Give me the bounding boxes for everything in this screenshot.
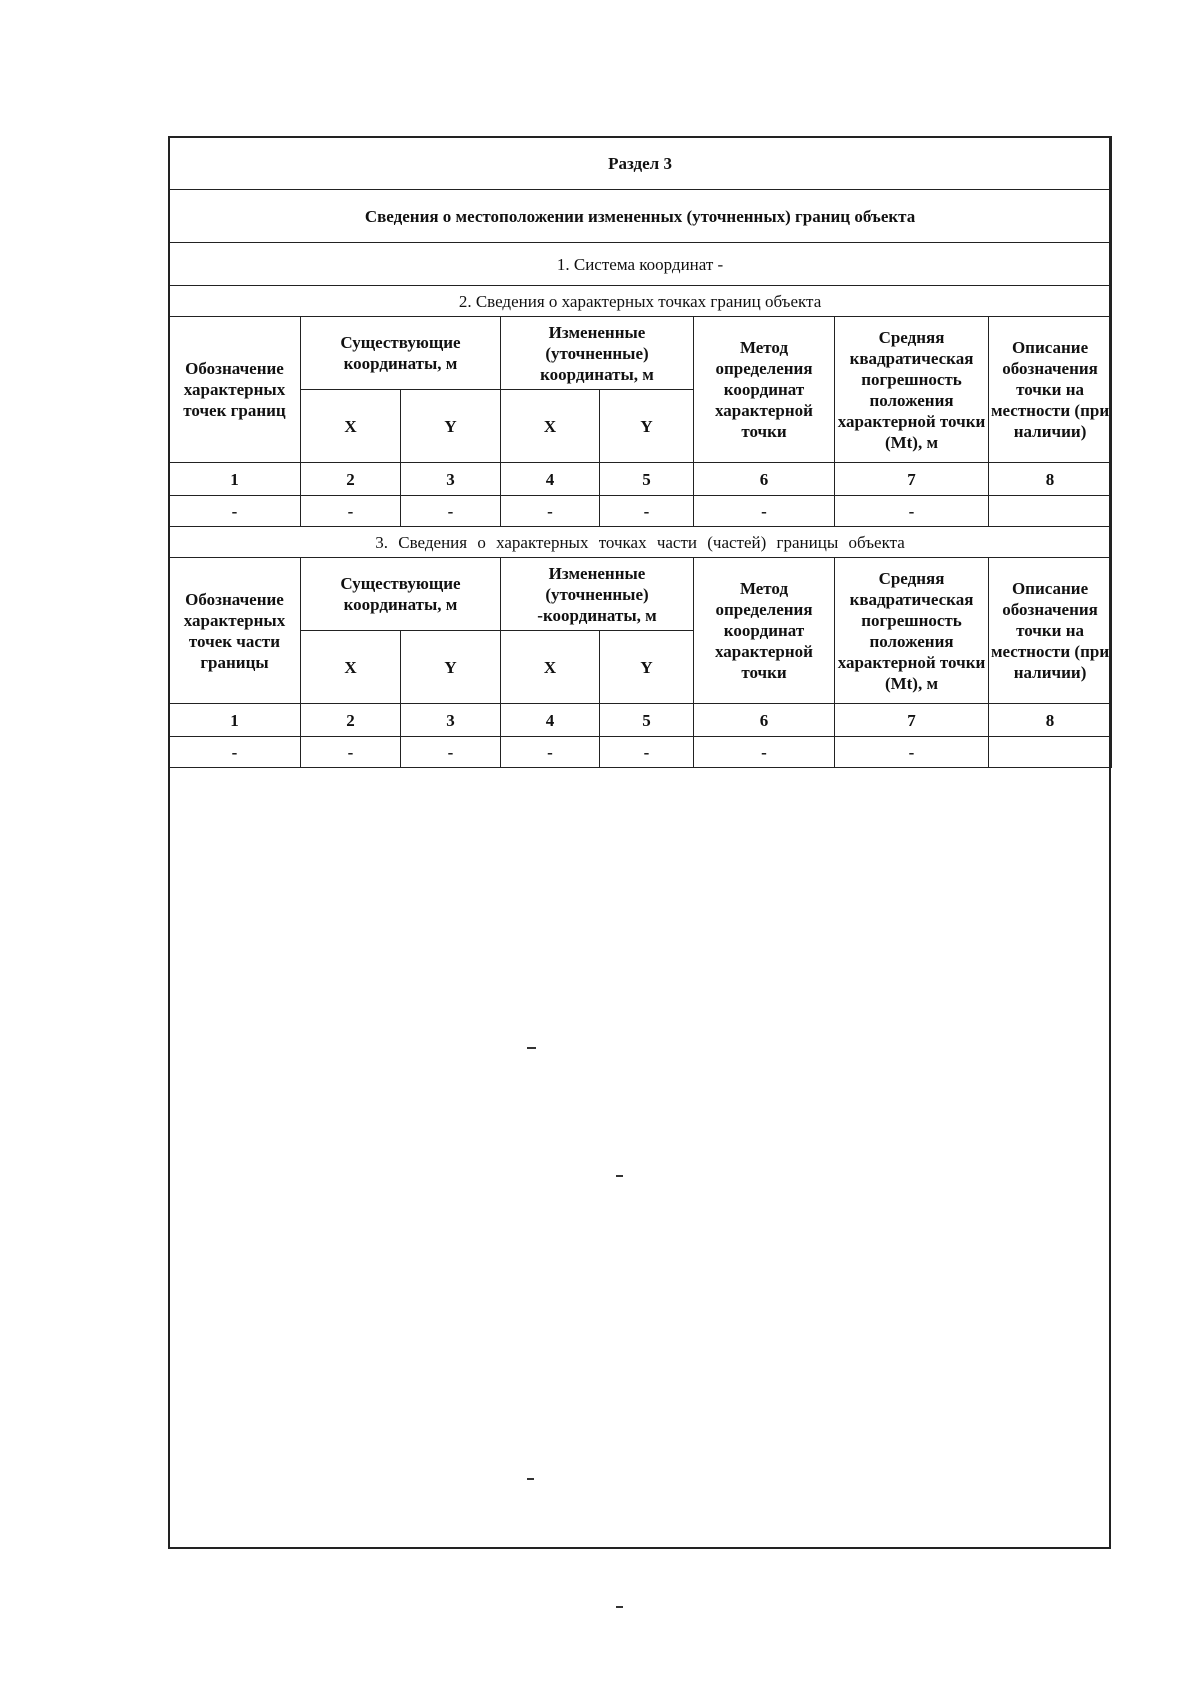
t2-header-description: Описание обозначения точки на местности (при наличии) [989, 558, 1112, 704]
t2-header-designation: Обозначение характерных точек части границы [169, 558, 301, 704]
t2-header-existing-y: Y [401, 631, 501, 704]
t1-cell [989, 496, 1112, 527]
t2-cell: - [301, 737, 401, 768]
t2-colnum: 8 [989, 704, 1112, 737]
t1-cell: - [694, 496, 835, 527]
scan-speck [527, 1047, 536, 1049]
t2-cell [989, 737, 1112, 768]
t1-cell: - [401, 496, 501, 527]
section-3-table [168, 136, 1112, 768]
t2-colnum: 1 [169, 704, 301, 737]
t2-header-changed-y: Y [600, 631, 694, 704]
t1-colnum: 6 [694, 463, 835, 496]
t1-colnum: 8 [989, 463, 1112, 496]
t2-colnum: 6 [694, 704, 835, 737]
t1-header-error: Средняя квадратическая погрешность положения характерной точки (Mt), м [835, 317, 989, 463]
section-title: Раздел 3 [169, 137, 1112, 190]
t2-header-existing: Существующие координаты, м [301, 558, 501, 631]
coordinate-system: 1. Система координат - [169, 243, 1112, 286]
t1-header-changed: Измененные (уточненные) координаты, м [501, 317, 694, 390]
t2-cell: - [835, 737, 989, 768]
t1-header-designation: Обозначение характерных точек границ [169, 317, 301, 463]
t2-header-changed-x: X [501, 631, 600, 704]
t1-header-existing: Существующие координаты, м [301, 317, 501, 390]
scan-speck [616, 1175, 623, 1177]
t1-colnum: 7 [835, 463, 989, 496]
t2-colnum: 7 [835, 704, 989, 737]
scan-speck [527, 1478, 534, 1480]
t2-cell: - [169, 737, 301, 768]
t1-cell: - [501, 496, 600, 527]
t1-cell: - [835, 496, 989, 527]
t1-header-method: Метод определения координат характерной точки [694, 317, 835, 463]
t2-cell: - [694, 737, 835, 768]
t1-colnum: 1 [169, 463, 301, 496]
t2-colnum: 2 [301, 704, 401, 737]
t2-table-row [169, 737, 1112, 768]
t1-cell: - [169, 496, 301, 527]
t1-colnum: 5 [600, 463, 694, 496]
t2-header-existing-x: X [301, 631, 401, 704]
t1-header-existing-x: X [301, 390, 401, 463]
t2-colnum: 5 [600, 704, 694, 737]
t1-colnum: 4 [501, 463, 600, 496]
t2-cell: - [501, 737, 600, 768]
table1-caption: 2. Сведения о характерных точках границ объекта [169, 286, 1112, 317]
scan-speck [616, 1606, 623, 1608]
t1-colnum: 3 [401, 463, 501, 496]
section-subtitle: Сведения о местоположении измененных (уточненных) границ объекта [169, 190, 1112, 243]
t2-colnum: 3 [401, 704, 501, 737]
t2-header-error: Средняя квадратическая погрешность положения характерной точки (Mt), м [835, 558, 989, 704]
t1-header-existing-y: Y [401, 390, 501, 463]
t2-header-changed: Измененные (уточненные) -координаты, м [501, 558, 694, 631]
t1-header-description: Описание обозначения точки на местности (при наличии) [989, 317, 1112, 463]
t2-cell: - [401, 737, 501, 768]
t1-cell: - [600, 496, 694, 527]
t1-header-changed-y: Y [600, 390, 694, 463]
t2-cell: - [600, 737, 694, 768]
t1-cell: - [301, 496, 401, 527]
t1-colnum: 2 [301, 463, 401, 496]
t1-table-row [169, 496, 1112, 527]
table2-caption: 3. Сведения о характерных точках части (частей) границы объекта [169, 527, 1112, 558]
t2-header-method: Метод определения координат характерной точки [694, 558, 835, 704]
t1-header-changed-x: X [501, 390, 600, 463]
t2-colnum: 4 [501, 704, 600, 737]
